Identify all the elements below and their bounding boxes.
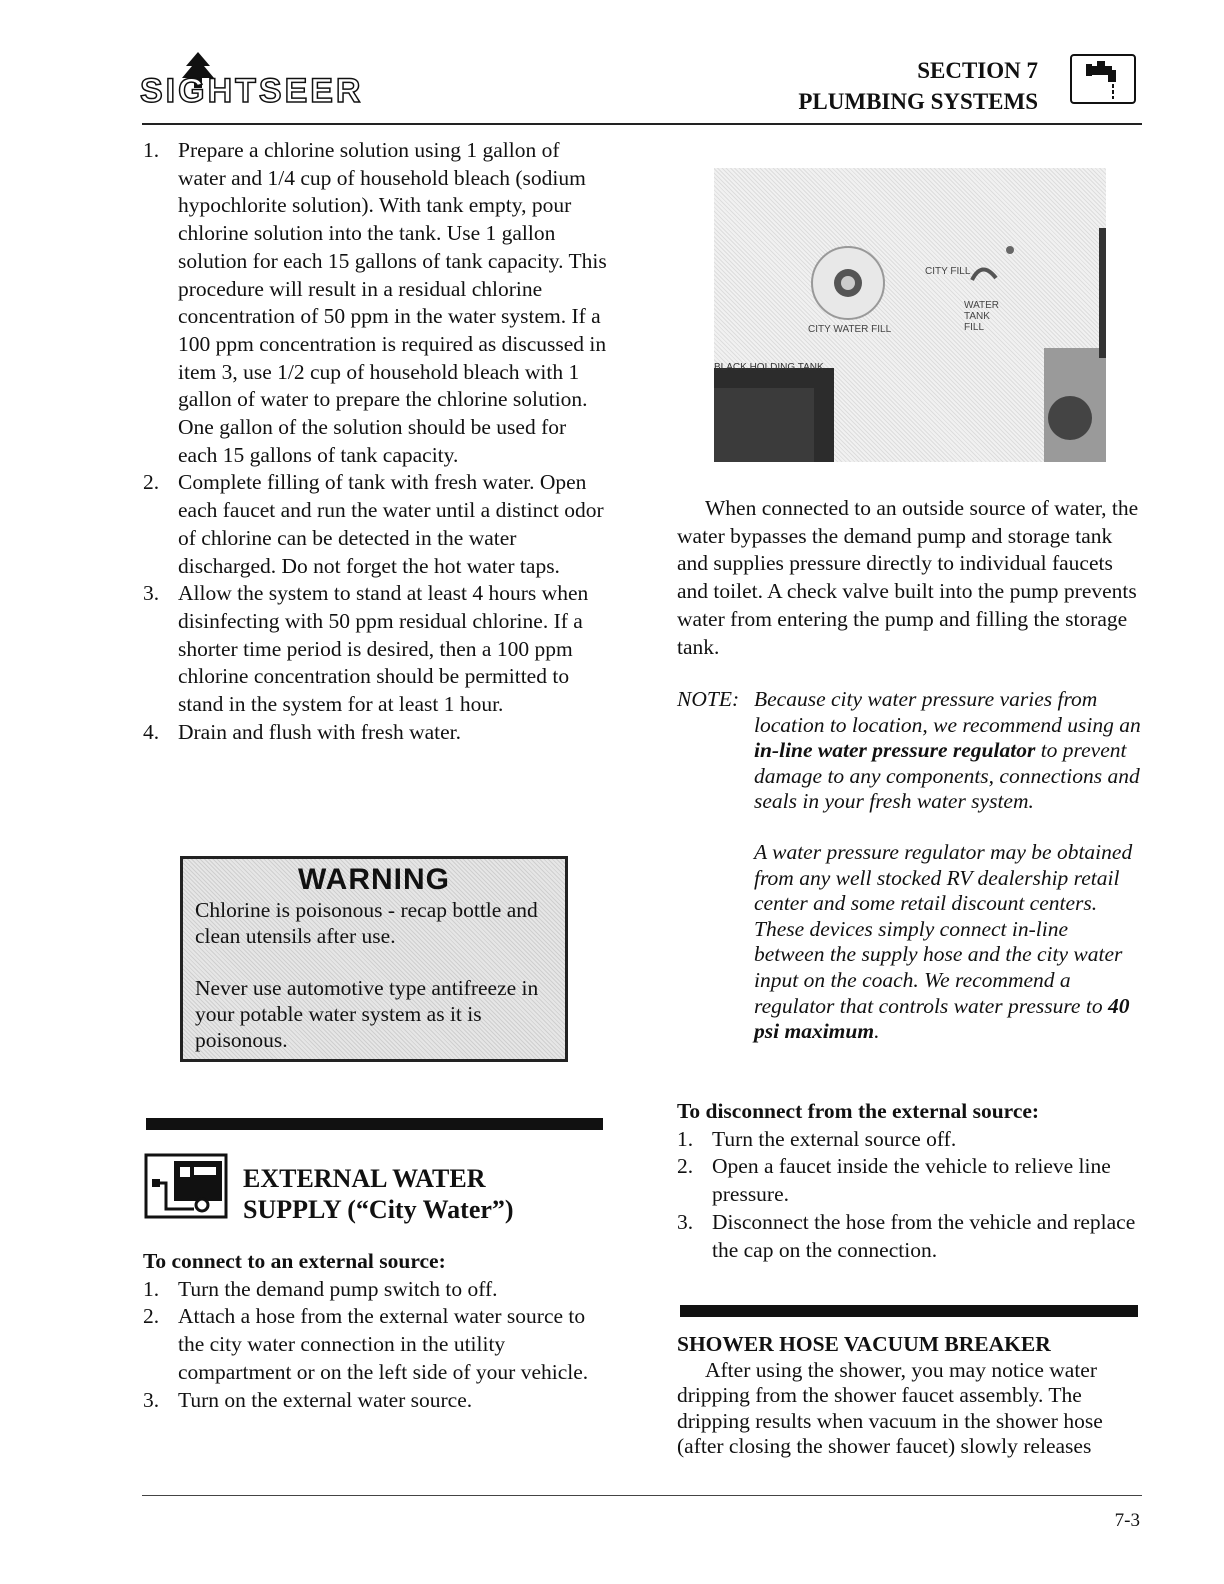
list-number: 2. bbox=[143, 470, 160, 495]
connect-heading: To connect to an external source: bbox=[143, 1249, 446, 1273]
faucet-icon bbox=[1070, 54, 1136, 104]
note-text: Because city water pressure varies from location to location, we recommend using an bbox=[754, 687, 1141, 737]
list-item bbox=[677, 1126, 1142, 1154]
rv-water-hookup-icon bbox=[144, 1153, 228, 1219]
note-block bbox=[677, 687, 1142, 1045]
disinfect-steps-list bbox=[143, 137, 608, 746]
section-bar bbox=[146, 1118, 603, 1130]
note-paragraph bbox=[754, 840, 1142, 1045]
left-column bbox=[143, 137, 608, 746]
note-text: to prevent damage to any components, connections and seals in your fresh water system. bbox=[754, 738, 1140, 814]
list-text: Turn on the external water source. bbox=[178, 1387, 473, 1412]
connected-paragraph: When connected to an outside source of water, the water bypasses the demand pump and storage tank and supplies pressure directly to individual faucets and toilet. A check valve built into the pump prevents water from entering the pump and filling the storage tank. bbox=[677, 496, 1139, 659]
disconnect-section bbox=[677, 1098, 1142, 1264]
page-number: 7-3 bbox=[1114, 1510, 1140, 1531]
warning-title: WARNING bbox=[298, 863, 450, 896]
list-text: Turn the demand pump switch to off. bbox=[178, 1276, 498, 1301]
photo-label: CITY FILL bbox=[925, 266, 971, 277]
list-item bbox=[143, 580, 608, 719]
list-number: 3. bbox=[677, 1209, 694, 1234]
warning-text: Never use automotive type antifreeze in your potable water system as it is poisonous. bbox=[195, 976, 539, 1052]
list-item bbox=[143, 137, 608, 469]
external-water-title: EXTERNAL WATER SUPPLY (“City Water”) bbox=[243, 1164, 514, 1224]
note-body bbox=[754, 687, 1142, 1045]
brand-logo: SIGHTSEER bbox=[140, 72, 364, 110]
list-text: Allow the system to stand at least 4 hours when disinfecting with 50 ppm residual chlorine. If a shorter time period is desired, then a 100 ppm chlorine concentration should be permitted to stand in the system for at least 1 hour. bbox=[178, 581, 589, 717]
list-text: Prepare a chlorine solution using 1 gallon of water and 1/4 cup of household bleach (sodium hypochlorite solution). With tank empty, pour chlorine solution into the tank. Use 1 gallon solution for each 15 gallons of tank capacity. This procedure will result in a residual chlorine concentration of 50 ppm in the water system. If a 100 ppm concentration is required as discussed in item 3, use 1/2 cup of household bleach with 1 gallon of water to prepare the chlorine solution. One gallon of the solution should be used for each 15 gallons of tank capacity. bbox=[178, 138, 607, 467]
list-number: 3. bbox=[143, 1387, 160, 1412]
photo-label: CITY WATER FILL bbox=[808, 324, 892, 335]
list-item bbox=[143, 1303, 608, 1386]
list-text: Open a faucet inside the vehicle to relieve line pressure. bbox=[712, 1154, 1111, 1207]
photo-label: WATER TANK FILL bbox=[964, 300, 999, 333]
section-title: PLUMBING SYSTEMS bbox=[798, 89, 1038, 114]
list-text: Drain and flush with fresh water. bbox=[178, 719, 462, 744]
list-number: 2. bbox=[677, 1154, 694, 1179]
note-paragraph bbox=[754, 687, 1142, 815]
connect-section bbox=[143, 1248, 608, 1414]
list-item bbox=[677, 1209, 1142, 1264]
shower-text: After using the shower, you may notice water dripping from the shower faucet assembly. The dripping results when vacuum in the shower hose (after closing the shower faucet) slowly releases bbox=[677, 1357, 1103, 1459]
list-number: 3. bbox=[143, 581, 160, 606]
list-text: Turn the external source off. bbox=[712, 1126, 957, 1151]
list-number: 1. bbox=[143, 138, 160, 162]
section-number: SECTION 7 bbox=[917, 58, 1038, 83]
list-item bbox=[143, 719, 608, 747]
note-text: . bbox=[874, 1019, 880, 1044]
note-emphasis: in-line water pressure regulator bbox=[754, 738, 1036, 763]
disconnect-heading: To disconnect from the external source: bbox=[677, 1099, 1040, 1123]
photo-label: BLACK HOLDING TANK bbox=[714, 362, 824, 373]
warning-box bbox=[180, 856, 568, 1062]
note-label: NOTE: bbox=[677, 687, 740, 711]
section-bar bbox=[680, 1305, 1138, 1317]
list-number: 1. bbox=[143, 1276, 160, 1301]
list-number: 2. bbox=[143, 1304, 160, 1329]
city-water-fill-photo bbox=[714, 168, 1106, 462]
warning-text: Chlorine is poisonous - recap bottle and clean utensils after use. bbox=[195, 898, 538, 948]
list-number: 4. bbox=[143, 719, 160, 744]
connect-steps-list bbox=[143, 1276, 608, 1415]
footer-divider bbox=[142, 1495, 1142, 1496]
header-divider bbox=[142, 123, 1142, 125]
section-heading bbox=[798, 55, 1038, 117]
list-item bbox=[143, 1276, 608, 1304]
shower-heading: SHOWER HOSE VACUUM BREAKER bbox=[677, 1332, 1051, 1356]
list-item bbox=[143, 469, 608, 580]
disconnect-steps-list bbox=[677, 1126, 1142, 1265]
shower-section bbox=[677, 1332, 1142, 1460]
list-number: 1. bbox=[677, 1126, 694, 1151]
list-text: Disconnect the hose from the vehicle and replace the cap on the connection. bbox=[712, 1209, 1136, 1262]
list-item bbox=[677, 1153, 1142, 1208]
list-item bbox=[143, 1387, 608, 1415]
list-text: Complete filling of tank with fresh water. Open each faucet and run the water until a distinct odor of chlorine can be detected in the water discharged. Do not forget the hot water taps. bbox=[178, 470, 604, 578]
list-text: Attach a hose from the external water source to the city water connection in the utility compartment or on the left side of your vehicle. bbox=[178, 1304, 589, 1384]
note-emphasis: 40 psi maximum bbox=[754, 993, 1130, 1044]
note-text: A water pressure regulator may be obtained from any well stocked RV dealership retail center and some retail discount centers. These devices simply connect in-line between the supply hose and the city water input on the coach. We recommend a regulator that controls water pressure to bbox=[754, 839, 1133, 1018]
